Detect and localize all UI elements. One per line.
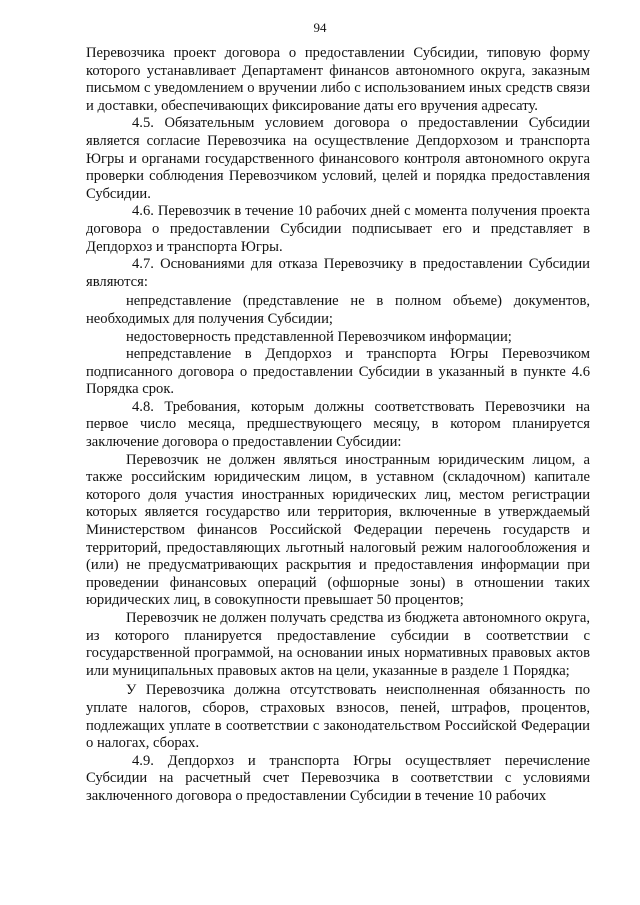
requirement-3: У Перевозчика должна отсутствовать неисполненная обязанность по уплате налогов, сборов, страховых взносов, пеней, штрафов, процентов, подлежащих уплате в соответствии с законодательством Российской Федерации о налогах, сборах. <box>86 682 590 752</box>
paragraph-4-5: 4.5. Обязательным условием договора о предоставлении Субсидии является согласие Перевозчика на осуществление Депдорхозом и транспорта Югры и органами государственного финансового контроля автономного округа проверки соблюдения Перевозчиком условий, целей и порядка предоставления Субсидии. <box>86 115 590 202</box>
paragraph-4-9: 4.9. Депдорхоз и транспорта Югры осуществляет перечисление Субсидии на расчетный счет Перевозчика в соответствии с условиями заключенного договора о предоставлении Субсидии в течение 10 рабочих <box>86 752 590 804</box>
paragraph-continuation: Перевозчика проект договора о предоставлении Субсидии, типовую форму которого устанавливает Департамент финансов автономного округа, заказным письмом с уведомлением о вручении либо с использованием иных средств связи и доставки, обеспечивающих фиксирование даты его вручения адресату. <box>86 45 590 114</box>
document-body <box>86 45 590 806</box>
requirement-2: Перевозчик не должен получать средства из бюджета автономного округа, из которого планируется предоставление субсидии в соответствии с государственной программой, на основании иных нормативных правовых актов или муниципальных правовых актов на цели, указанные в разделе 1 Порядка; <box>86 610 590 679</box>
paragraph-4-6: 4.6. Перевозчик в течение 10 рабочих дней с момента получения проекта договора о предоставлении Субсидии подписывает его и представляет в Депдорхоз и транспорта Югры. <box>86 203 590 255</box>
refusal-ground-3: непредставление в Депдорхоз и транспорта Югры Перевозчиком подписанного договора о предоставлении Субсидии в указанный в пункте 4.6 Порядка срок. <box>86 346 590 398</box>
page-number: 94 <box>313 20 327 35</box>
paragraph-4-8: 4.8. Требования, которым должны соответствовать Перевозчики на первое число месяца, предшествующего месяцу, в котором планируется заключение договора о предоставлении Субсидии: <box>86 398 590 451</box>
requirement-1: Перевозчик не должен являться иностранным юридическим лицом, а также российским юридическим лицом, в уставном (складочном) капитале которого доля участия иностранных юридических лиц, местом регистрации которых является государство или территория, включенные в утверждаемый Министерством финансов Российской Федерации перечень государств и территорий, предоставляющих льготный налоговый режим налогообложения и (или) не предусматривающих раскрытия и предоставления информации при проведении финансовых операций (офшорные зоны) в отношении таких юридических лиц, в совокупности превышает 50 процентов; <box>86 451 590 609</box>
refusal-ground-1: непредставление (представление не в полном объеме) документов, необходимых для получения Субсидии; <box>86 293 590 327</box>
refusal-ground-2: недостоверность представленной Перевозчиком информации; <box>126 328 512 345</box>
paragraph-4-7: 4.7. Основаниями для отказа Перевозчику в предоставлении Субсидии являются: <box>86 256 590 290</box>
